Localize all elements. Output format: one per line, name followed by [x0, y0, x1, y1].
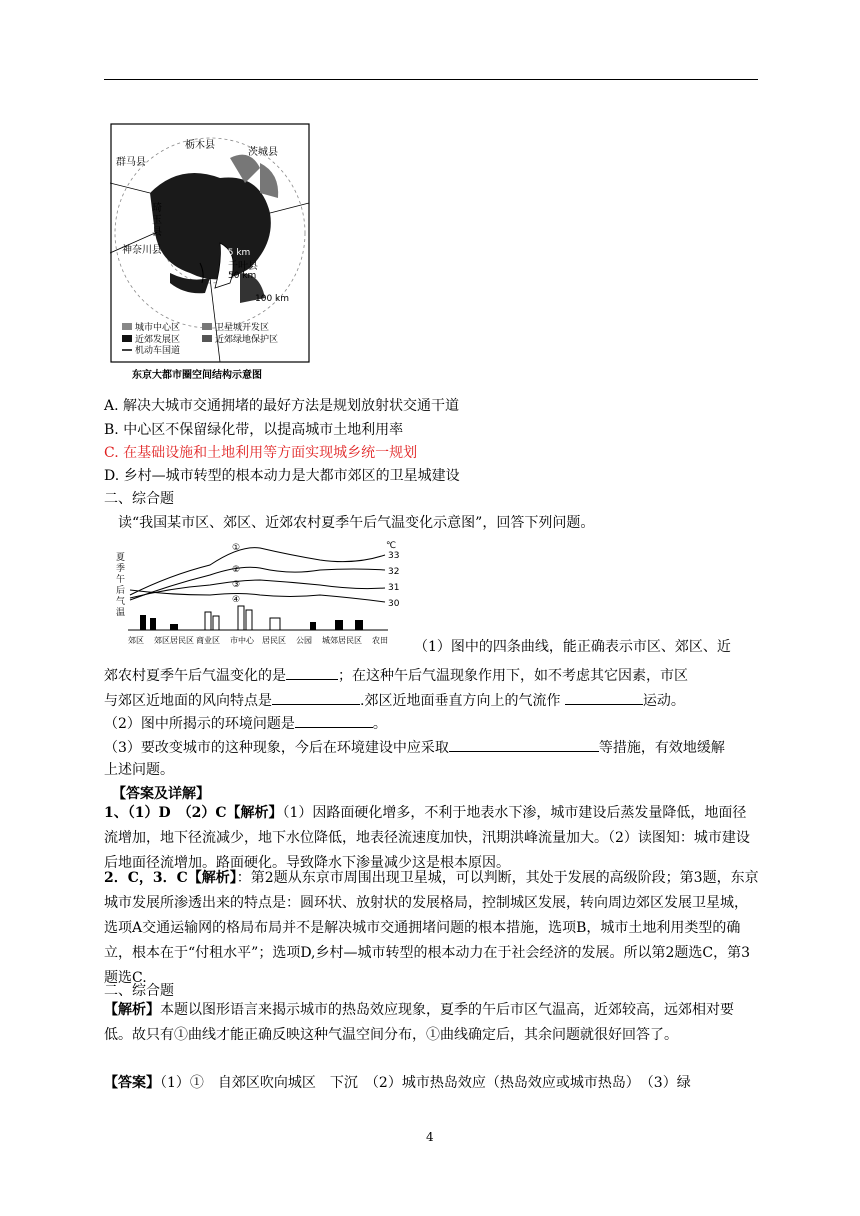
q2-blank[interactable] [295, 713, 373, 728]
svg-text:近郊绿地保护区: 近郊绿地保护区 [215, 335, 279, 345]
svg-text:温: 温 [116, 608, 126, 618]
svg-text:④: ④ [232, 595, 241, 605]
svg-text:气: 气 [116, 597, 126, 607]
tokyo-map-figure [110, 123, 310, 385]
temperature-figure [110, 540, 410, 650]
svg-text:100 km: 100 km [255, 294, 290, 304]
q3-line2: 上述问题。 [104, 762, 174, 778]
svg-text:①: ① [232, 543, 241, 553]
svg-text:机动车国道: 机动车国道 [135, 346, 181, 356]
svg-text:公园: 公园 [296, 636, 312, 645]
svg-text:茨城县: 茨城县 [248, 147, 278, 158]
svg-text:神奈川县: 神奈川县 [122, 245, 162, 256]
q1-line1: （1）图中的四条曲线，能正确表示市区、郊区、近 [414, 639, 731, 655]
svg-text:城郊居民区: 城郊居民区 [322, 636, 362, 645]
section-heading-comprehensive: 二、综合题 [104, 491, 174, 507]
svg-text:夏: 夏 [116, 553, 126, 563]
svg-text:32: 32 [388, 567, 400, 577]
q3-line1: （3）要改变城市的这种现象，今后在环境建设中应采取 等措施，有效地缓解 [104, 737, 725, 758]
svg-text:城市中心区: 城市中心区 [135, 323, 181, 333]
q1-blank-airflow[interactable] [565, 690, 643, 705]
svg-text:玉: 玉 [152, 215, 162, 226]
option-d: D. 乡村—城市转型的根本动力是大都市郊区的卫星城建设 [104, 468, 460, 484]
svg-text:市中心: 市中心 [230, 636, 254, 645]
svg-text:℃: ℃ [386, 541, 397, 551]
svg-text:②: ② [232, 565, 241, 575]
svg-text:30: 30 [388, 599, 400, 609]
svg-text:后: 后 [116, 586, 126, 596]
svg-text:农田: 农田 [372, 636, 388, 645]
svg-text:③: ③ [232, 580, 241, 590]
option-a: A. 解决大城市交通拥堵的最好方法是规划放射状交通干道 [104, 398, 460, 414]
q2-line: （2）图中所揭示的环境问题是 。 [104, 713, 387, 734]
header-rule [104, 79, 758, 80]
section-heading-repeat: 二、综合题 [104, 983, 174, 999]
q1-blank-curve[interactable] [286, 665, 338, 680]
svg-text:栃木县: 栃木县 [185, 140, 215, 151]
svg-text:33: 33 [388, 551, 400, 561]
svg-text:15 km: 15 km [222, 248, 251, 258]
option-c-correct: C. 在基础设施和土地利用等方面实现城乡统一规划 [104, 445, 418, 461]
analysis-block: 【解析】本题以图形语言来揭示城市的热岛效应现象，夏季的午后市区气温高，近郊较高，远郊相对要低。故只有①曲线才能正确反映这种气温空间分布，①曲线确定后，其余问题就很好回答了。 [104, 1002, 734, 1043]
svg-text:50 km: 50 km [228, 271, 257, 281]
svg-text:郊区居民区: 郊区居民区 [154, 636, 194, 645]
answer-heading: 【答案及详解】 [112, 786, 210, 802]
svg-text:郊区: 郊区 [128, 636, 144, 645]
page-number: 4 [426, 1130, 434, 1144]
answer-block-2: 2．C，3．C【解析】：第2题从东京市周围出现卫星城，可以判断，其处于发展的高级阶段；第3题，东京城市发展所渗透出来的特点是：圆环状、放射状的发展格局，控制城区发展，转向周边郊区发展卫星城，选项A交通运输网的格局布局并不是解决城市交通拥堵问题的根本措施，选项B，城市土地利用类型的确立，根本在于“付租水平”；选项D,乡村—城市转型的根本动力在于社会经济的发展。所以第2题选C，第3题选C. [104, 870, 759, 986]
option-b: B. 中心区不保留绿化带，以提高城市土地利用率 [104, 422, 404, 438]
svg-text:县: 县 [152, 227, 162, 238]
question-intro: 读“我国某市区、郊区、近郊农村夏季午后气温变化示意图”，回答下列问题。 [118, 515, 595, 531]
q1-line2: 郊农村夏季午后气温变化的是 ；在这种午后气温现象作用下，如不考虑其它因素，市区 [104, 665, 688, 686]
svg-text:近郊发展区: 近郊发展区 [135, 335, 181, 345]
q1-line3: 与郊区近地面的风向特点是 .郊区近地面垂直方向上的气流作 运动。 [104, 690, 685, 711]
q3-blank[interactable] [449, 737, 599, 752]
svg-text:商业区: 商业区 [196, 636, 220, 645]
temperature-chart [110, 540, 410, 650]
svg-text:卫星城开发区: 卫星城开发区 [215, 323, 270, 333]
svg-text:居民区: 居民区 [262, 636, 286, 645]
answer-final: 【答案】（1）① 自郊区吹向城区 下沉 （2）城市热岛效应（热岛效应或城市热岛） （3）绿 [104, 1075, 691, 1091]
svg-text:群马县: 群马县 [116, 157, 146, 168]
svg-text:季: 季 [116, 564, 126, 574]
answer-block-1: 1、（1）D （2）C【解析】（1）因路面硬化增多，不利于地表水下渗，城市建设后蒸发量降低，地面径流增加，地下径流减少，地下水位降低，地表径流速度加快，汛期洪峰流量加大。（2）读图知：城市建设后地面径流增加。路面硬化。导致降水下渗量减少这是根本原因。 [104, 805, 750, 871]
svg-text:琦: 琦 [152, 203, 162, 214]
svg-text:午: 午 [116, 575, 126, 585]
figure1-caption: 东京大都市圈空间结构示意图 [132, 370, 262, 381]
svg-text:31: 31 [388, 583, 400, 593]
q1-blank-wind[interactable] [272, 690, 360, 705]
tokyo-map-image [110, 123, 310, 385]
svg-text:千叶县: 千叶县 [228, 261, 258, 272]
